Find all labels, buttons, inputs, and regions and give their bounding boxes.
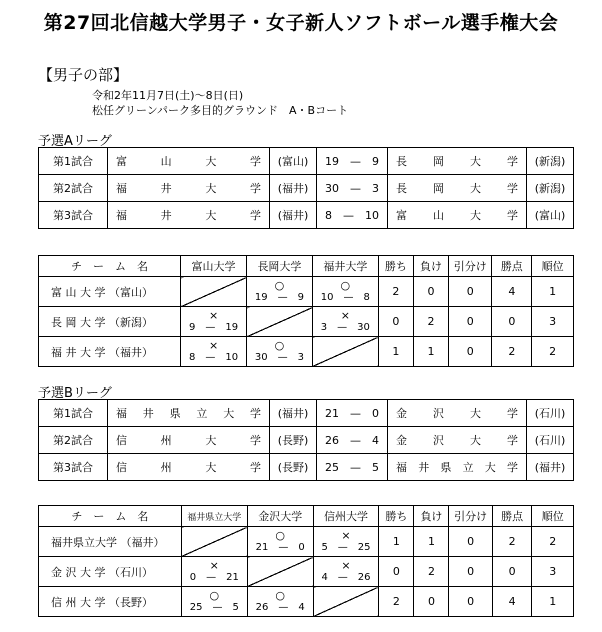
column-header: 負け xyxy=(414,506,449,527)
column-header: 勝ち xyxy=(379,506,414,527)
result-score: 3 — 30 xyxy=(320,321,370,333)
draws: 0 xyxy=(449,557,492,587)
result-score: 0 — 21 xyxy=(189,571,239,583)
column-header: 福井大学 xyxy=(312,256,378,277)
page-title: 第27回北信越大学男子・女子新人ソフトボール選手権大会 xyxy=(43,12,559,34)
result-content xyxy=(182,560,247,584)
losses: 0 xyxy=(414,587,449,617)
losses: 0 xyxy=(413,277,448,307)
wins: 0 xyxy=(379,557,414,587)
result-content xyxy=(247,280,312,304)
column-header: チ ー ム 名 xyxy=(39,506,182,527)
game-score: 19 — 9 xyxy=(317,148,388,175)
result-cell xyxy=(181,307,247,337)
league-b-standings-table xyxy=(38,505,574,617)
away-team: 福井県立大学 xyxy=(388,454,527,481)
result-content xyxy=(247,340,312,364)
away-team: 金 沢 大 学 xyxy=(388,400,527,427)
away-prefecture: (福井) xyxy=(527,454,574,481)
draws: 0 xyxy=(449,527,492,557)
home-team: 福 井 大 学 xyxy=(108,175,270,202)
losses: 1 xyxy=(414,527,449,557)
home-prefecture: (福井) xyxy=(270,175,317,202)
section-heading: 【男子の部】 xyxy=(38,66,129,84)
result-mark: ○ xyxy=(274,278,285,292)
team-name: 福井県立大学 （福井） xyxy=(39,527,182,557)
result-mark: ○ xyxy=(340,278,351,292)
game-number: 第2試合 xyxy=(39,427,108,454)
column-header: 福井県立大学 xyxy=(181,506,247,527)
draws: 0 xyxy=(449,587,492,617)
column-header: 順位 xyxy=(532,256,574,277)
result-cell xyxy=(247,527,313,557)
home-prefecture: (長野) xyxy=(270,454,317,481)
draws: 0 xyxy=(449,277,492,307)
league-a-standings-table xyxy=(38,255,574,367)
draws: 0 xyxy=(449,307,492,337)
result-mark: ○ xyxy=(275,588,286,602)
rank: 3 xyxy=(532,557,574,587)
home-prefecture: (福井) xyxy=(270,400,317,427)
league-b-heading: 予選Bリーグ xyxy=(38,386,112,401)
away-prefecture: (石川) xyxy=(527,427,574,454)
result-mark: ○ xyxy=(274,338,285,352)
result-cell xyxy=(181,277,247,307)
result-mark: ○ xyxy=(209,588,220,602)
column-header: 富山大学 xyxy=(181,256,247,277)
home-team: 福井県立大学 xyxy=(108,400,270,427)
home-team: 信 州 大 学 xyxy=(108,454,270,481)
team-name: 長 岡 大 学 （新潟） xyxy=(39,307,181,337)
game-row xyxy=(39,148,574,175)
result-mark: × xyxy=(209,558,219,572)
rank: 2 xyxy=(532,337,574,367)
game-score: 25 — 5 xyxy=(317,454,388,481)
points: 0 xyxy=(492,557,532,587)
result-score: 4 — 26 xyxy=(321,571,371,583)
wins: 1 xyxy=(378,337,413,367)
home-prefecture: (福井) xyxy=(270,202,317,229)
standings-row xyxy=(39,527,574,557)
result-cell xyxy=(247,587,313,617)
game-number: 第3試合 xyxy=(39,454,108,481)
game-score: 21 — 0 xyxy=(317,400,388,427)
result-score: 10 — 8 xyxy=(320,291,370,303)
rank: 1 xyxy=(532,277,574,307)
result-cell xyxy=(181,587,247,617)
wins: 0 xyxy=(378,307,413,337)
result-cell xyxy=(313,527,379,557)
result-content xyxy=(314,560,379,584)
event-date: 令和2年11月7日(土)～8日(日) xyxy=(92,89,244,102)
result-content xyxy=(248,590,313,614)
losses: 2 xyxy=(413,307,448,337)
result-mark: ○ xyxy=(275,528,286,542)
points: 2 xyxy=(492,527,532,557)
result-content xyxy=(182,590,247,614)
game-row xyxy=(39,202,574,229)
result-score: 9 — 19 xyxy=(189,321,239,333)
result-score: 25 — 5 xyxy=(189,601,239,613)
away-prefecture: (石川) xyxy=(527,400,574,427)
result-score: 21 — 0 xyxy=(255,541,305,553)
team-name: 富 山 大 学 （富山） xyxy=(39,277,181,307)
result-content xyxy=(313,280,378,304)
result-mark: × xyxy=(341,558,351,572)
losses: 2 xyxy=(414,557,449,587)
game-row xyxy=(39,400,574,427)
home-team: 信 州 大 学 xyxy=(108,427,270,454)
result-cell xyxy=(313,587,379,617)
result-score: 8 — 10 xyxy=(189,351,239,363)
wins: 2 xyxy=(379,587,414,617)
away-team: 長 岡 大 学 xyxy=(388,175,527,202)
game-number: 第2試合 xyxy=(39,175,108,202)
column-header: 勝ち xyxy=(378,256,413,277)
column-header: チ ー ム 名 xyxy=(39,256,181,277)
away-prefecture: (富山) xyxy=(527,202,574,229)
points: 2 xyxy=(492,337,532,367)
column-header: 勝点 xyxy=(492,256,532,277)
rank: 1 xyxy=(532,587,574,617)
losses: 1 xyxy=(413,337,448,367)
away-team: 長 岡 大 学 xyxy=(388,148,527,175)
result-cell xyxy=(247,277,313,307)
result-mark: × xyxy=(341,528,351,542)
wins: 1 xyxy=(379,527,414,557)
result-cell xyxy=(312,307,378,337)
rank: 2 xyxy=(532,527,574,557)
result-content xyxy=(314,530,379,554)
result-cell xyxy=(247,557,313,587)
rank: 3 xyxy=(532,307,574,337)
result-cell xyxy=(247,307,313,337)
standings-row xyxy=(39,307,574,337)
result-cell xyxy=(312,337,378,367)
team-name: 信 州 大 学 （長野） xyxy=(39,587,182,617)
column-header: 信州大学 xyxy=(313,506,379,527)
column-header: 長岡大学 xyxy=(247,256,313,277)
column-header: 金沢大学 xyxy=(247,506,313,527)
game-number: 第1試合 xyxy=(39,400,108,427)
result-content xyxy=(181,310,246,334)
result-score: 30 — 3 xyxy=(254,351,304,363)
standings-header-row xyxy=(39,256,574,277)
event-venue: 松任グリーンパーク多目的グラウンド A・Bコート xyxy=(92,104,349,117)
column-header: 負け xyxy=(413,256,448,277)
game-row xyxy=(39,175,574,202)
game-score: 26 — 4 xyxy=(317,427,388,454)
away-prefecture: (新潟) xyxy=(527,175,574,202)
away-team: 金 沢 大 学 xyxy=(388,427,527,454)
game-score: 8 — 10 xyxy=(317,202,388,229)
column-header: 順位 xyxy=(532,506,574,527)
away-prefecture: (新潟) xyxy=(527,148,574,175)
standings-row xyxy=(39,557,574,587)
standings-row xyxy=(39,587,574,617)
league-a-heading: 予選Aリーグ xyxy=(38,134,112,149)
away-team: 富 山 大 学 xyxy=(388,202,527,229)
standings-row xyxy=(39,277,574,307)
result-cell xyxy=(181,337,247,367)
wins: 2 xyxy=(378,277,413,307)
draws: 0 xyxy=(449,337,492,367)
team-name: 金 沢 大 学 （石川） xyxy=(39,557,182,587)
home-team: 富 山 大 学 xyxy=(108,148,270,175)
standings-row xyxy=(39,337,574,367)
game-number: 第1試合 xyxy=(39,148,108,175)
home-prefecture: (長野) xyxy=(270,427,317,454)
standings-header-row xyxy=(39,506,574,527)
result-content xyxy=(313,310,378,334)
result-cell xyxy=(247,337,313,367)
result-mark: × xyxy=(340,308,350,322)
result-score: 26 — 4 xyxy=(255,601,305,613)
result-cell xyxy=(181,527,247,557)
league-a-games-table xyxy=(38,147,574,229)
result-cell xyxy=(312,277,378,307)
result-mark: × xyxy=(208,308,219,322)
column-header: 引分け xyxy=(449,256,492,277)
result-cell xyxy=(313,557,379,587)
column-header: 勝点 xyxy=(492,506,532,527)
result-score: 19 — 9 xyxy=(254,291,304,303)
result-score: 5 — 25 xyxy=(321,541,371,553)
home-team: 福 井 大 学 xyxy=(108,202,270,229)
points: 4 xyxy=(492,587,532,617)
column-header: 引分け xyxy=(449,506,492,527)
result-mark: × xyxy=(208,338,219,352)
game-row xyxy=(39,454,574,481)
points: 4 xyxy=(492,277,532,307)
team-name: 福 井 大 学 （福井） xyxy=(39,337,181,367)
result-cell xyxy=(181,557,247,587)
game-number: 第3試合 xyxy=(39,202,108,229)
result-content xyxy=(181,340,246,364)
points: 0 xyxy=(492,307,532,337)
game-row xyxy=(39,427,574,454)
game-score: 30 — 3 xyxy=(317,175,388,202)
league-b-games-table xyxy=(38,399,574,481)
home-prefecture: (富山) xyxy=(270,148,317,175)
result-content xyxy=(248,530,313,554)
